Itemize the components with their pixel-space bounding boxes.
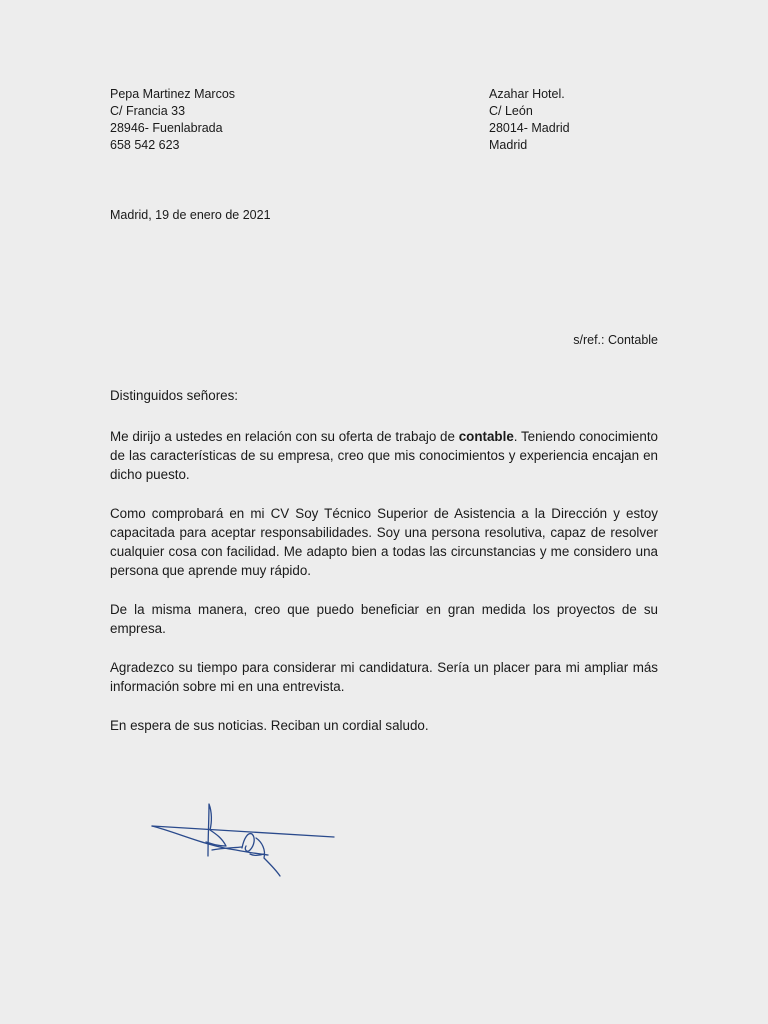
date-line: Madrid, 19 de enero de 2021	[110, 208, 271, 222]
signature-stroke	[152, 826, 334, 837]
paragraph-1-end: . Teniendo conocimiento de las características de su empresa, creo que mis conocimientos y experiencia encajan en dicho puesto.	[110, 429, 658, 482]
sender-postal-city: 28946- Fuenlabrada	[110, 121, 223, 135]
reference-line: s/ref.: Contable	[573, 333, 658, 347]
recipient-postal-city: 28014- Madrid	[489, 121, 570, 135]
signature-stroke	[250, 854, 264, 856]
letter-body	[110, 386, 658, 755]
paragraph-2: Como comprobará en mi CV Soy Técnico Superior de Asistencia a la Dirección y estoy capacitada para aceptar responsabilidades. Soy una persona resolutiva, capaz de resolver cualquier cosa con facilidad. Me adapto bien a todas las circunstancias y me considero una persona que aprende muy rápido.	[110, 506, 658, 578]
sender-phone: 658 542 623	[110, 138, 180, 152]
recipient-address	[489, 86, 570, 154]
sender-name: Pepa Martinez Marcos	[110, 87, 236, 101]
recipient-city: Madrid	[489, 138, 528, 152]
paragraph-1-start: Me dirijo a ustedes en relación con su oferta de trabajo de	[110, 429, 459, 444]
salutation: Distinguidos señores:	[110, 388, 239, 403]
paragraph-4: Agradezco su tiempo para considerar mi candidatura. Sería un placer para mi ampliar más información sobre mi en una entrevista.	[110, 660, 658, 694]
closing-line: En espera de sus noticias. Reciban un cordial saludo.	[110, 718, 429, 733]
recipient-name: Azahar Hotel.	[489, 87, 565, 101]
job-title-bold: contable	[458, 429, 514, 444]
handwritten-signature	[146, 798, 342, 882]
recipient-street: C/ León	[489, 104, 533, 118]
sender-address	[110, 86, 235, 154]
signature-strokes	[152, 804, 334, 876]
signature-stroke	[212, 847, 242, 850]
paragraph-1	[110, 427, 658, 484]
signature-stroke	[256, 838, 280, 876]
paragraph-3: De la misma manera, creo que puedo beneficiar en gran medida los proyectos de su empresa.	[110, 602, 658, 636]
signature-stroke	[242, 834, 254, 852]
sender-street: C/ Francia 33	[110, 104, 186, 118]
